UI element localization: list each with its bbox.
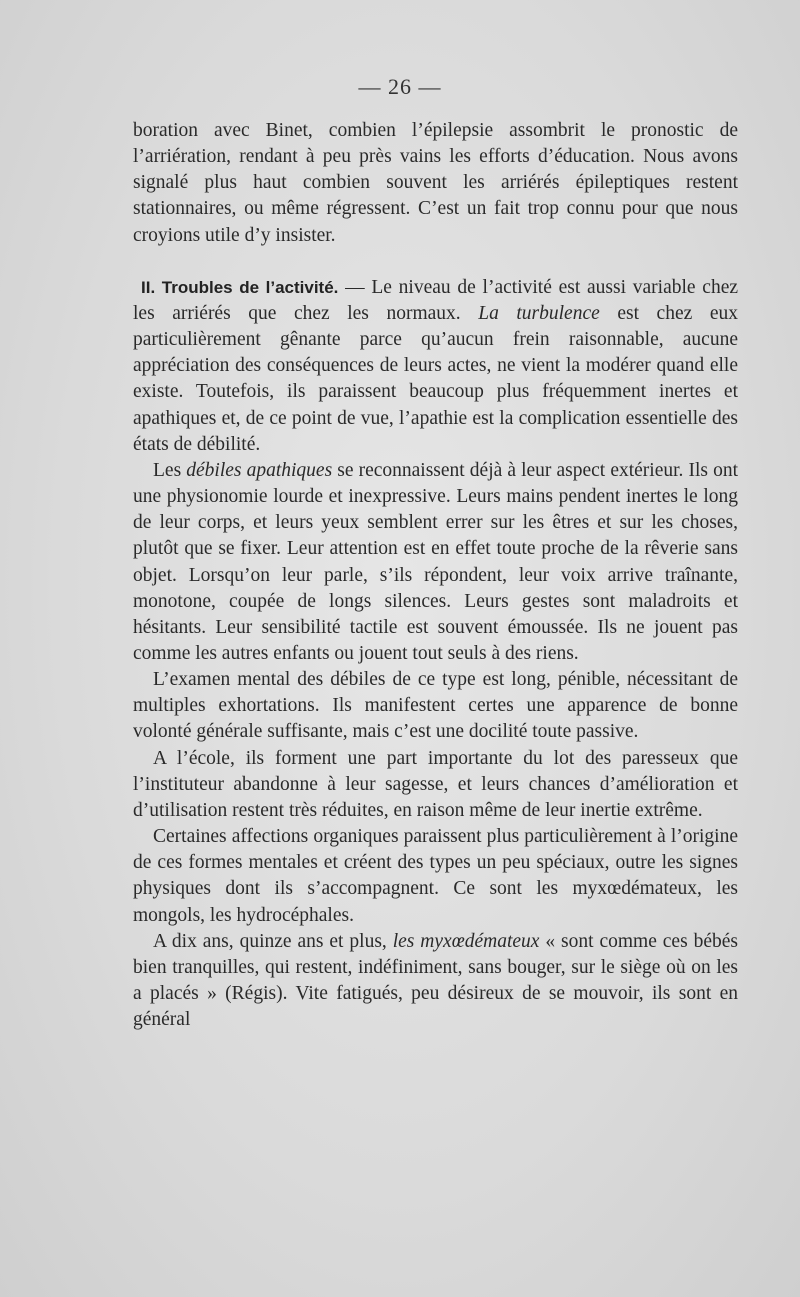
paragraph-school: A l’école, ils forment une part importante du lot des paresseux que l’instituteur abandonne à leur sagesse, et leurs chances d’amélioration et d’utilisation restent très réduites, en raison même de leur inertie extrême. [133,747,738,821]
term-myxoedemateux: les myxœdémateux [392,930,540,952]
paragraph-text-part: Les [153,459,187,481]
paragraph-myxoedema [133,929,738,1034]
section-text-part: — Le niveau de l’activité est aussi variable chez les arriérés que chez les normaux. [133,276,738,324]
term-debiles-apathiques: débiles apathiques [186,459,333,481]
body-text [133,118,738,1033]
paragraph-apathetic-debiles [133,458,738,667]
page-number: — 26 — [358,74,442,99]
section-text-part: est chez eux particulièrement gênante parce qu’aucun frein raisonnable, aucune appréciation des conséquences de leurs actes, ne vient la modérer quand elle existe. Toutefois, ils paraissent beaucoup plus fréquemment inertes et apathiques et, de ce point de vue, l’apathie est la complication essentielle des états de débilité. [133,302,738,455]
paragraph-organic-affections: Certaines affections organiques paraissent plus particulièrement à l’origine de ces formes mentales et créent des types un peu spéciaux, outre les signes physiques dont ils s’accompagnent. Ce sont les myxœdémateux, les mongols, les hydrocéphales. [133,826,738,926]
paragraph-mental-exam: L’examen mental des débiles de ce type est long, pénible, nécessitant de multiples exhortations. Ils manifestent certes une apparence de bonne volonté générale suffisante, mais c’est une docilité toute passive. [133,669,738,743]
paragraph-text-part: se reconnaissent déjà à leur aspect extérieur. Ils ont une physionomie lourde et inexpressive. Leurs mains pendent inertes le long de leur corps, et leurs yeux semblent errer sur les êtres et sur les choses, plutôt que se fixer. Leur attention est en effet toute proche de la rêverie sans objet. Lorsqu’on leur parle, s’ils répondent, leur voix arrive traînante, monotone, coupée de longs silences. Leurs gestes sont maladroits et hésitants. Leur sensibilité tactile est souvent émoussée. Ils ne jouent pas comme les autres enfants ou jouent tout seuls à des riens. [133,459,738,664]
paragraph-text-part: A dix ans, quinze ans et plus, [153,930,393,952]
term-turbulence: La turbulence [478,302,600,324]
paragraph-epilepsy-continuation: boration avec Binet, combien l’épilepsie assombrit le pronostic de l’arriération, rendant à peu près vains les efforts d’éducation. Nous avons signalé plus haut combien souvent les arriérés épileptiques restent stationnaires, ou même régressent. C’est un fait trop connu pour que nous croyions utile d’y insister. [133,120,738,246]
section-activity-disorders [133,275,738,458]
section-heading: II. Troubles de l’activité. [141,277,339,297]
paragraph-text-part: « sont comme ces bébés bien tranquilles, qui restent, indéfiniment, sans bouger, sur le siège où on les a placés » (Régis). Vite fatigués, peu désireux de se mouvoir, ils sont en général [133,930,739,1031]
